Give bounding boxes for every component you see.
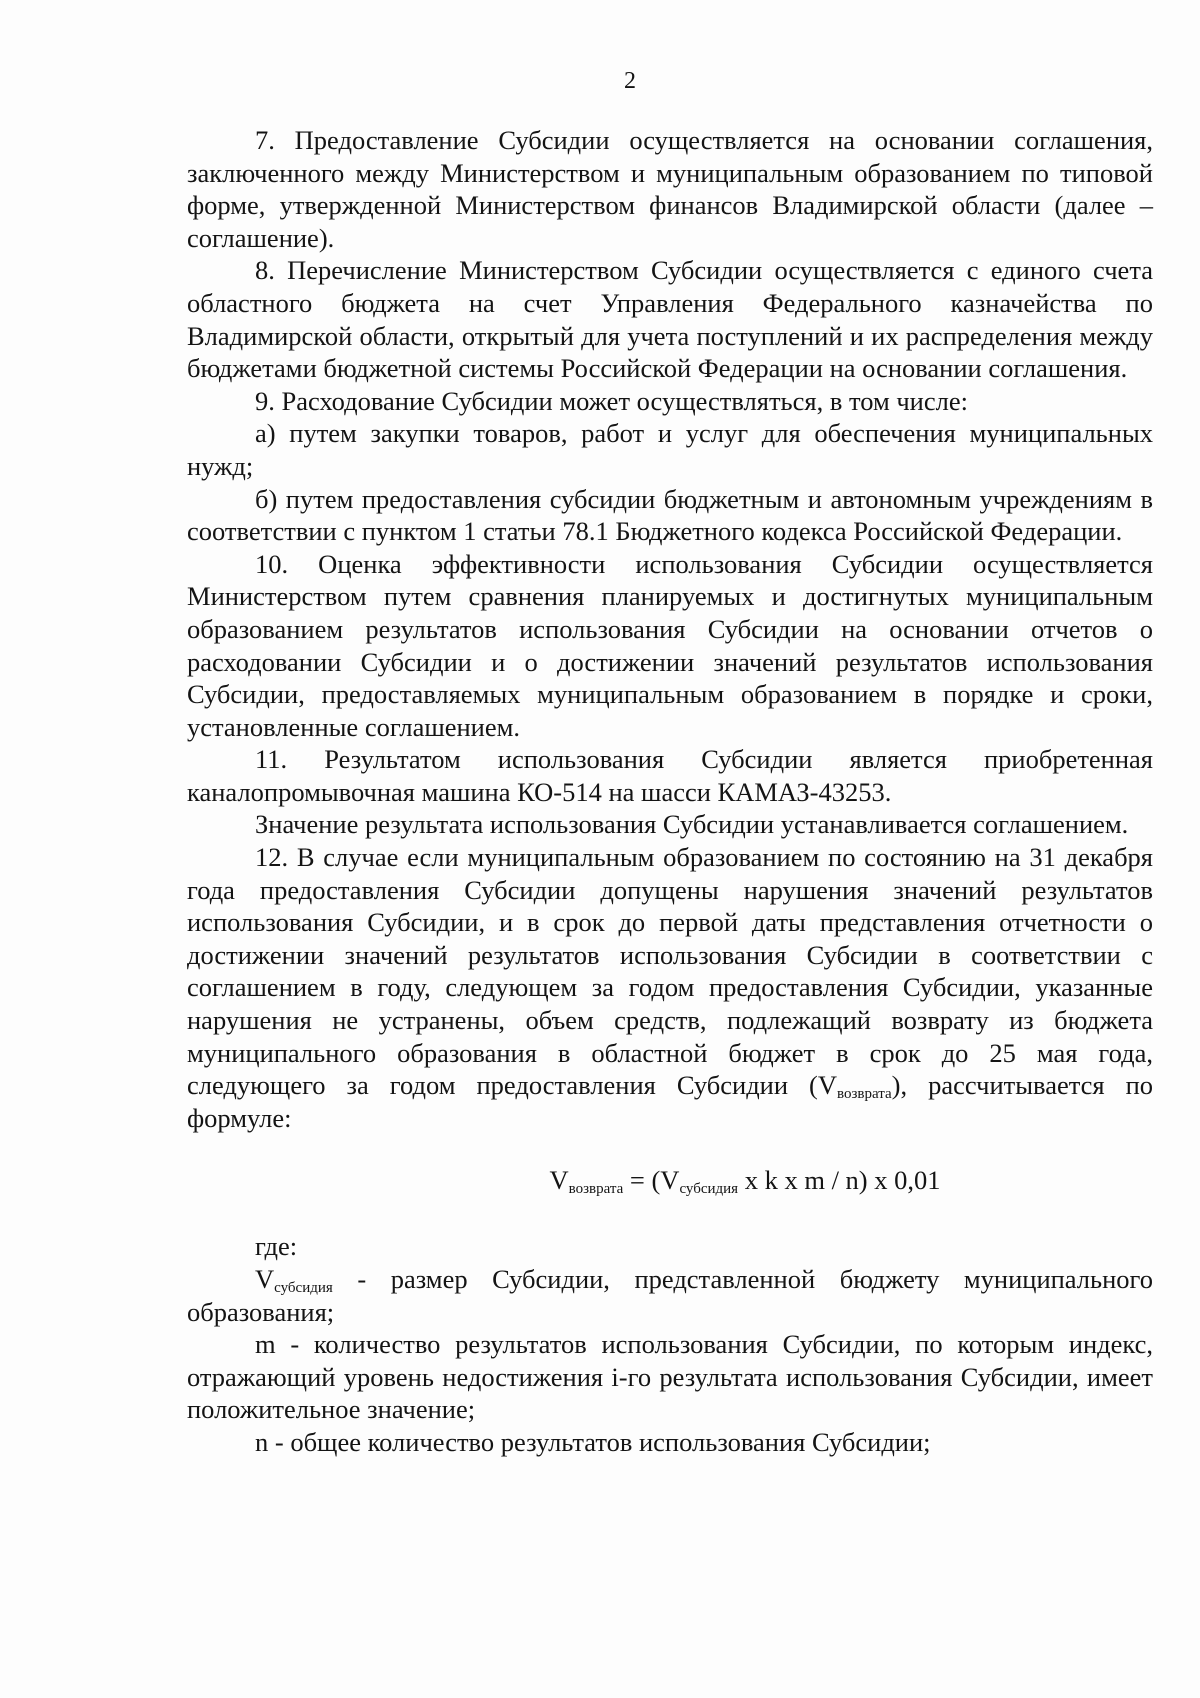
- definition-v-subscript: субсидия: [274, 1280, 333, 1296]
- formula-rhs-subscript: субсидия: [679, 1181, 739, 1198]
- paragraph-10: 10. Оценка эффективности использования Субсидии осуществляется Министерством путем сравнения планируемых и достигнутых муниципальным образованием результатов использования Субсидии на основании отчетов о расходовании Субсидии и о достижении значений результатов использования Субсидии, предоставляемых муниципальным образованием в порядке и сроки, установленные соглашением.: [187, 548, 1153, 742]
- refund-formula: [187, 1160, 1153, 1200]
- definition-v-text: - размер Субсидии, представленной бюджету муниципального образования;: [187, 1264, 1153, 1327]
- paragraph-12: [187, 841, 1153, 1134]
- formula-rhs-rest: x k x m / n) x 0,01: [738, 1165, 941, 1196]
- paragraph-8: 8. Перечисление Министерством Субсидии осуществляется с единого счета областного бюджета на счет Управления Федерального казначейства по Владимирской области, открытый для учета поступлений и их распределения между бюджетами бюджетной системы Российской Федерации на основании соглашения.: [187, 255, 1153, 384]
- page-number: 2: [624, 68, 636, 94]
- paragraph-12-tail: ),: [891, 1070, 908, 1101]
- paragraph-9b: б) путем предоставления субсидии бюджетным и автономным учреждениям в соответствии с пунктом 1 статьи 78.1 Бюджетного кодекса Российской Федерации.: [187, 483, 1153, 547]
- formula-lhs-var: V: [549, 1165, 569, 1196]
- formula-lhs-subscript: возврата: [568, 1181, 624, 1198]
- formula-eq-open: = (V: [623, 1165, 680, 1196]
- definition-m: m - количество результатов использования Субсидии, по которым индекс, отражающий уровень недостижения i-го результата использования Субсидии, имеет положительное значение;: [187, 1329, 1153, 1425]
- paragraph-12-text: 12. В случае если муниципальным образованием по состоянию на 31 декабря года предоставления Субсидии допущены нарушения значений результатов использования Субсидии, и в срок до первой даты представления отчетности о достижении значений результатов использования Субсидии в соответствии с соглашением в году, следующем за годом предоставления Субсидии, указанные нарушения не устранены, объем средств, подлежащий возврату из бюджета муниципального образования в областной бюджет в срок до 25 мая года, следующего за годом предоставления Субсидии (V: [187, 842, 1153, 1101]
- definitions-where: где:: [255, 1231, 298, 1262]
- paragraph-9: 9. Расходование Субсидии может осуществляться, в том числе:: [255, 385, 968, 416]
- definition-v-subsidy: [187, 1263, 1153, 1328]
- paragraph-11-value: Значение результата использования Субсидии устанавливается соглашением.: [255, 809, 1129, 840]
- paragraph-11: 11. Результатом использования Субсидии является приобретенная каналопромывочная машина КО-514 на шасси КАМАЗ-43253.: [187, 744, 1153, 807]
- paragraph-7: 7. Предоставление Субсидии осуществляется на основании соглашения, заключенного между Министерством и муниципальным образованием по типовой форме, утвержденной Министерством финансов Владимирской области (далее – соглашение).: [187, 125, 1153, 253]
- paragraph-9a: а) путем закупки товаров, работ и услуг для обеспечения муниципальных нужд;: [187, 418, 1153, 481]
- paragraph-12-end: рассчитывается по формуле:: [187, 1070, 1154, 1133]
- definition-v-var: V: [255, 1264, 275, 1294]
- paragraph-12-subscript: возврата: [837, 1086, 892, 1103]
- document-body: [187, 124, 1153, 1459]
- definition-n: n - общее количество результатов использования Субсидии;: [255, 1426, 931, 1457]
